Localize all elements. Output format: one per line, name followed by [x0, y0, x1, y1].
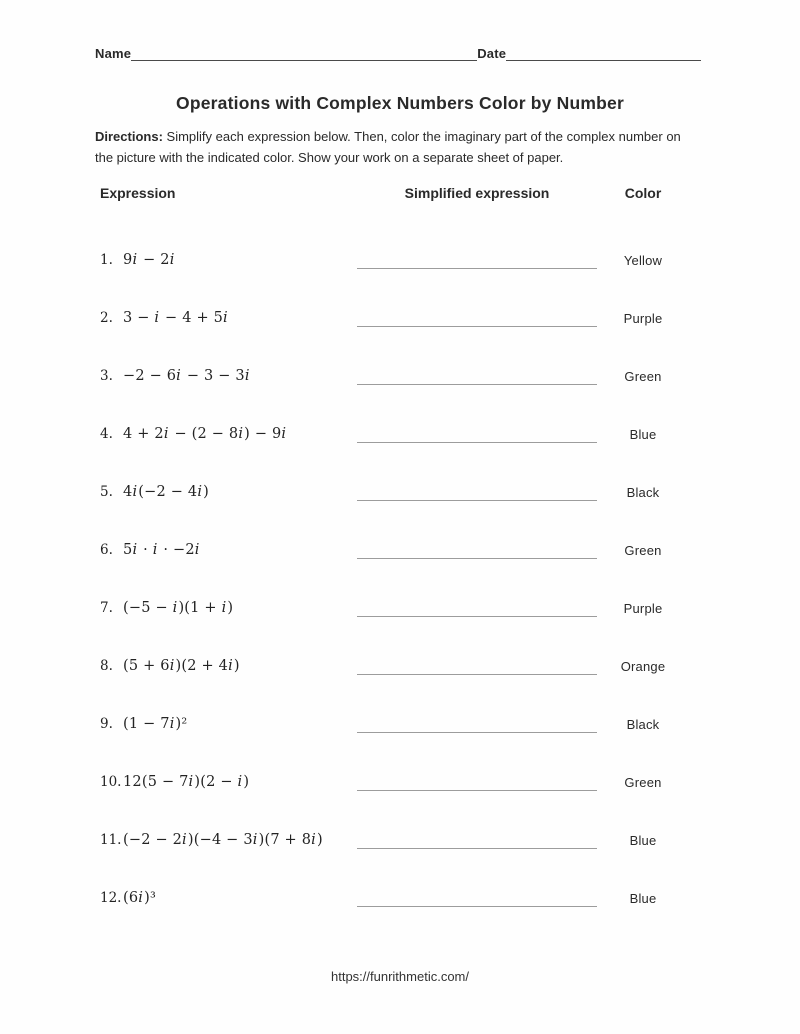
table-row	[0, 811, 700, 869]
table-row	[0, 289, 700, 347]
name-date-row	[95, 46, 701, 61]
table-row	[0, 637, 700, 695]
row-number: 7.	[100, 600, 113, 616]
expression-cell	[100, 832, 357, 848]
column-header-color: Color	[624, 185, 662, 201]
row-number: 2.	[100, 310, 113, 326]
expression-cell	[100, 252, 357, 268]
worksheet-rows	[0, 231, 700, 927]
answer-blank[interactable]	[357, 383, 597, 385]
expression: (6i)³	[123, 890, 157, 906]
expression-cell	[100, 426, 357, 442]
color-label: Green	[624, 368, 662, 384]
date-input-line[interactable]	[506, 46, 701, 61]
row-number: 8.	[100, 658, 113, 674]
expression: 12(5 − 7i)(2 − i)	[123, 774, 250, 790]
expression: 4 + 2i − (2 − 8i) − 9i	[123, 426, 287, 442]
answer-blank[interactable]	[357, 905, 597, 907]
color-label: Black	[626, 716, 660, 732]
expression: (5 + 6i)(2 + 4i)	[123, 658, 240, 674]
answer-blank[interactable]	[357, 267, 597, 269]
expression: 9i − 2i	[123, 252, 175, 268]
table-row	[0, 521, 700, 579]
answer-blank[interactable]	[357, 847, 597, 849]
expression: (1 − 7i)²	[123, 716, 188, 732]
table-row	[0, 347, 700, 405]
color-label: Green	[624, 542, 662, 558]
color-label: Black	[626, 484, 660, 500]
answer-blank[interactable]	[357, 673, 597, 675]
column-header-expression: Expression	[100, 185, 176, 201]
color-label: Yellow	[623, 252, 663, 268]
table-row	[0, 695, 700, 753]
table-row	[0, 231, 700, 289]
name-input-line[interactable]	[131, 46, 477, 61]
row-number: 3.	[100, 368, 113, 384]
expression: −2 − 6i − 3 − 3i	[123, 368, 250, 384]
expression-cell	[100, 542, 357, 558]
row-number: 5.	[100, 484, 113, 500]
answer-blank[interactable]	[357, 615, 597, 617]
answer-blank[interactable]	[357, 325, 597, 327]
row-number: 6.	[100, 542, 113, 558]
page-title: Operations with Complex Numbers Color by Number	[176, 93, 624, 113]
directions-label: Directions:	[95, 129, 163, 144]
answer-blank[interactable]	[357, 441, 597, 443]
expression-cell	[100, 658, 357, 674]
expression-cell	[100, 310, 357, 326]
color-label: Orange	[620, 658, 666, 674]
row-number: 4.	[100, 426, 113, 442]
expression-cell	[100, 890, 357, 906]
row-number: 10.	[100, 774, 122, 790]
expression: (−5 − i)(1 + i)	[123, 600, 234, 616]
color-label: Blue	[629, 426, 657, 442]
row-number: 1.	[100, 252, 113, 268]
footer-url[interactable]: https://funrithmetic.com/	[331, 969, 469, 984]
table-row	[0, 405, 700, 463]
color-label: Blue	[629, 832, 657, 848]
expression: (−2 − 2i)(−4 − 3i)(7 + 8i)	[123, 832, 323, 848]
expression-cell	[100, 774, 357, 790]
table-row	[0, 869, 700, 927]
row-number: 12.	[100, 890, 122, 906]
color-label: Purple	[623, 600, 663, 616]
expression: 5i · i · −2i	[123, 542, 200, 558]
row-number: 9.	[100, 716, 113, 732]
row-number: 11.	[100, 832, 122, 848]
expression-cell	[100, 368, 357, 384]
table-header-row	[0, 185, 800, 201]
expression: 3 − i − 4 + 5i	[123, 310, 228, 326]
expression: 4i(−2 − 4i)	[123, 484, 210, 500]
expression-cell	[100, 600, 357, 616]
directions	[95, 126, 695, 168]
answer-blank[interactable]	[357, 731, 597, 733]
table-row	[0, 753, 700, 811]
table-row	[0, 463, 700, 521]
expression-cell	[100, 716, 357, 732]
color-label: Blue	[629, 890, 657, 906]
color-label: Purple	[623, 310, 663, 326]
column-header-simplified: Simplified expression	[404, 185, 550, 201]
table-row	[0, 579, 700, 637]
name-label: Name	[95, 46, 132, 61]
answer-blank[interactable]	[357, 499, 597, 501]
answer-blank[interactable]	[357, 789, 597, 791]
directions-text: Simplify each expression below. Then, color the imaginary part of the complex number on the picture with the indicated color. Show your work on a separate sheet of paper.	[95, 129, 681, 166]
date-label: Date	[477, 46, 507, 61]
color-label: Green	[624, 774, 662, 790]
answer-blank[interactable]	[357, 557, 597, 559]
expression-cell	[100, 484, 357, 500]
